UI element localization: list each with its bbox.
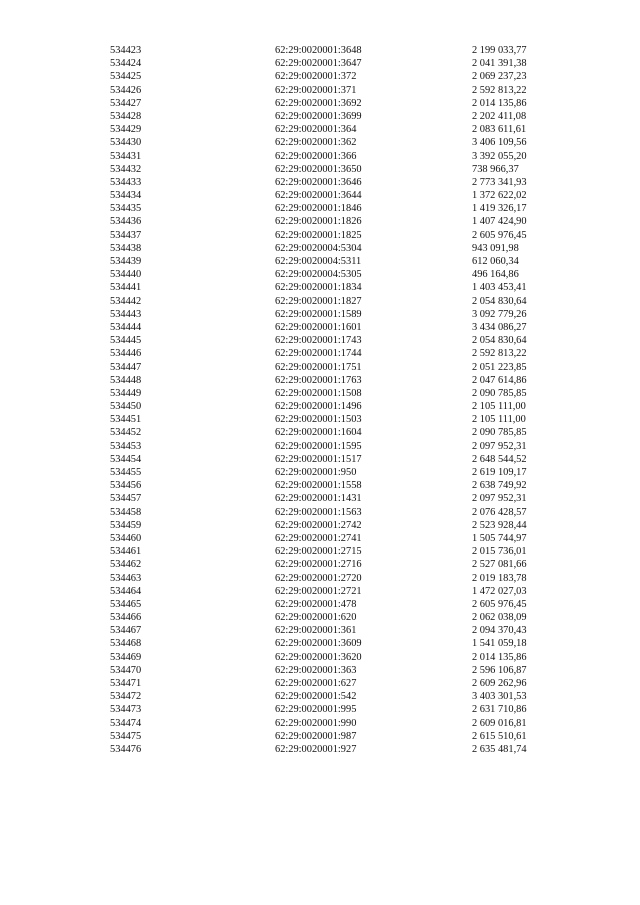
cadastral-value-cell: 2 105 111,00 (472, 414, 526, 426)
cadastral-value-cell: 2 019 183,78 (472, 572, 527, 584)
table-row (110, 176, 550, 189)
table-row (110, 479, 550, 492)
cadastral-number-cell: 62:29:0020001:1595 (275, 440, 362, 452)
record-number-cell: 534423 (110, 45, 142, 56)
record-number-cell: 534435 (110, 203, 142, 215)
cadastral-value-cell: 2 199 033,77 (472, 45, 527, 56)
cadastral-value-cell: 2 631 710,86 (472, 704, 527, 716)
cadastral-value-cell: 2 202 411,08 (472, 110, 527, 122)
record-number-cell: 534428 (110, 110, 142, 122)
table-row (110, 532, 550, 545)
cadastral-number-cell: 62:29:0020001:2715 (275, 546, 362, 558)
cadastral-value-cell: 2 094 370,43 (472, 625, 527, 637)
table-row (110, 70, 550, 83)
table-row (110, 295, 550, 308)
table-row (110, 743, 550, 756)
record-number-cell: 534453 (110, 440, 142, 452)
cadastral-number-cell: 62:29:0020001:1826 (275, 216, 362, 228)
cadastral-value-cell: 2 097 952,31 (472, 493, 527, 505)
table-row (110, 637, 550, 650)
cadastral-number-cell: 62:29:0020001:362 (275, 137, 357, 149)
cadastral-number-cell: 62:29:0020001:3609 (275, 638, 362, 650)
table-row (110, 440, 550, 453)
record-number-cell: 534458 (110, 506, 142, 518)
cadastral-number-cell: 62:29:0020001:366 (275, 150, 357, 162)
cadastral-value-cell: 2 097 952,31 (472, 440, 527, 452)
table-row (110, 136, 550, 149)
table-row (110, 110, 550, 123)
cadastral-number-cell: 62:29:0020001:364 (275, 124, 357, 136)
cadastral-value-cell: 2 051 223,85 (472, 361, 527, 373)
table-row (110, 202, 550, 215)
table-row (110, 163, 550, 176)
cadastral-number-cell: 62:29:0020001:995 (275, 704, 357, 716)
table-row (110, 268, 550, 281)
cadastral-number-cell: 62:29:0020001:927 (275, 743, 357, 755)
cadastral-value-table (110, 44, 550, 756)
cadastral-number-cell: 62:29:0020001:1563 (275, 506, 362, 518)
cadastral-number-cell: 62:29:0020001:2742 (275, 519, 362, 531)
cadastral-number-cell: 62:29:0020001:1846 (275, 203, 362, 215)
cadastral-number-cell: 62:29:0020001:372 (275, 71, 357, 83)
table-row (110, 506, 550, 519)
cadastral-value-cell: 2 083 611,61 (472, 124, 527, 136)
table-row (110, 492, 550, 505)
cadastral-number-cell: 62:29:0020001:1744 (275, 348, 362, 360)
record-number-cell: 534440 (110, 269, 142, 281)
table-row (110, 611, 550, 624)
table-row (110, 361, 550, 374)
cadastral-number-cell: 62:29:0020001:3692 (275, 97, 362, 109)
record-number-cell: 534464 (110, 585, 142, 597)
record-number-cell: 534427 (110, 97, 142, 109)
table-row (110, 453, 550, 466)
cadastral-value-cell: 1 407 424,90 (472, 216, 527, 228)
table-row (110, 242, 550, 255)
cadastral-number-cell: 62:29:0020001:950 (275, 467, 357, 478)
cadastral-value-cell: 1 472 027,03 (472, 585, 527, 597)
cadastral-number-cell: 62:29:0020001:990 (275, 717, 357, 729)
cadastral-value-cell: 612 060,34 (472, 256, 519, 267)
table-row (110, 215, 550, 228)
record-number-cell: 534426 (110, 84, 142, 96)
cadastral-number-cell: 62:29:0020004:5311 (275, 256, 362, 267)
table-row (110, 466, 550, 479)
cadastral-value-cell: 3 392 055,20 (472, 150, 527, 162)
cadastral-number-cell: 62:29:0020001:2721 (275, 585, 362, 597)
cadastral-value-cell: 496 164,86 (472, 269, 519, 281)
cadastral-number-cell: 62:29:0020001:987 (275, 730, 357, 742)
record-number-cell: 534474 (110, 717, 142, 729)
cadastral-value-cell: 2 605 976,45 (472, 598, 527, 610)
record-number-cell: 534431 (110, 150, 142, 162)
cadastral-number-cell: 62:29:0020001:2716 (275, 559, 362, 571)
cadastral-number-cell: 62:29:0020001:478 (275, 598, 357, 610)
cadastral-value-cell: 2 105 111,00 (472, 401, 526, 413)
cadastral-value-cell: 2 648 544,52 (472, 453, 527, 465)
table-row (110, 624, 550, 637)
record-number-cell: 534445 (110, 335, 142, 347)
cadastral-value-cell: 2 635 481,74 (472, 743, 527, 755)
cadastral-value-cell: 1 505 744,97 (472, 532, 527, 544)
table-row (110, 281, 550, 294)
record-number-cell: 534425 (110, 71, 142, 83)
record-number-cell: 534442 (110, 295, 142, 307)
table-row (110, 255, 550, 268)
cadastral-value-cell: 2 090 785,85 (472, 427, 527, 439)
table-row (110, 84, 550, 97)
record-number-cell: 534472 (110, 691, 142, 703)
cadastral-value-cell: 3 403 301,53 (472, 691, 527, 703)
table-row (110, 677, 550, 690)
record-number-cell: 534466 (110, 612, 142, 624)
record-number-cell: 534468 (110, 638, 142, 650)
record-number-cell: 534469 (110, 651, 142, 663)
cadastral-number-cell: 62:29:0020001:3620 (275, 651, 362, 663)
cadastral-number-cell: 62:29:0020001:3644 (275, 190, 362, 202)
table-row (110, 598, 550, 611)
cadastral-value-cell: 738 966,37 (472, 163, 519, 175)
cadastral-number-cell: 62:29:0020001:371 (275, 84, 357, 96)
record-number-cell: 534471 (110, 678, 142, 689)
cadastral-number-cell: 62:29:0020001:1517 (275, 453, 362, 465)
record-number-cell: 534446 (110, 348, 142, 360)
cadastral-number-cell: 62:29:0020001:1558 (275, 480, 362, 492)
record-number-cell: 534473 (110, 704, 142, 716)
cadastral-number-cell: 62:29:0020004:5305 (275, 269, 362, 281)
cadastral-number-cell: 62:29:0020001:1508 (275, 387, 362, 399)
table-row (110, 426, 550, 439)
table-row (110, 321, 550, 334)
table-row (110, 57, 550, 70)
cadastral-value-cell: 2 014 135,86 (472, 651, 527, 663)
cadastral-value-cell: 1 541 059,18 (472, 638, 527, 650)
cadastral-value-cell: 2 596 106,87 (472, 664, 527, 676)
record-number-cell: 534434 (110, 190, 142, 202)
record-number-cell: 534436 (110, 216, 142, 228)
table-row (110, 387, 550, 400)
record-number-cell: 534467 (110, 625, 142, 637)
table-row (110, 189, 550, 202)
record-number-cell: 534424 (110, 58, 142, 70)
record-number-cell: 534449 (110, 387, 142, 399)
record-number-cell: 534462 (110, 559, 142, 571)
cadastral-number-cell: 62:29:0020001:1743 (275, 335, 362, 347)
record-number-cell: 534475 (110, 730, 142, 742)
table-row (110, 690, 550, 703)
cadastral-value-cell: 1 403 453,41 (472, 282, 527, 294)
record-number-cell: 534444 (110, 321, 142, 333)
cadastral-value-cell: 3 406 109,56 (472, 137, 527, 149)
cadastral-number-cell: 62:29:0020001:2720 (275, 572, 362, 584)
cadastral-number-cell: 62:29:0020001:1751 (275, 361, 362, 373)
cadastral-value-cell: 2 047 614,86 (472, 374, 527, 386)
table-row (110, 558, 550, 571)
cadastral-value-cell: 2 592 813,22 (472, 348, 527, 360)
record-number-cell: 534432 (110, 163, 142, 175)
cadastral-value-cell: 943 091,98 (472, 242, 519, 254)
cadastral-number-cell: 62:29:0020001:3650 (275, 163, 362, 175)
record-number-cell: 534461 (110, 546, 142, 558)
record-number-cell: 534457 (110, 493, 142, 505)
table-row (110, 347, 550, 360)
cadastral-number-cell: 62:29:0020001:1834 (275, 282, 362, 294)
table-row (110, 229, 550, 242)
cadastral-value-cell: 2 609 262,96 (472, 678, 527, 689)
table-row (110, 664, 550, 677)
cadastral-number-cell: 62:29:0020001:363 (275, 664, 357, 676)
cadastral-number-cell: 62:29:0020001:1503 (275, 414, 362, 426)
record-number-cell: 534448 (110, 374, 142, 386)
cadastral-number-cell: 62:29:0020001:1604 (275, 427, 362, 439)
cadastral-value-cell: 1 372 622,02 (472, 190, 527, 202)
record-number-cell: 534433 (110, 176, 142, 188)
cadastral-value-cell: 2 527 081,66 (472, 559, 527, 571)
cadastral-value-cell: 2 076 428,57 (472, 506, 527, 518)
cadastral-number-cell: 62:29:0020001:542 (275, 691, 357, 703)
cadastral-value-cell: 3 092 779,26 (472, 308, 527, 320)
table-row (110, 400, 550, 413)
record-number-cell: 534451 (110, 414, 142, 426)
cadastral-value-cell: 2 605 976,45 (472, 229, 527, 241)
table-row (110, 545, 550, 558)
cadastral-number-cell: 62:29:0020001:3647 (275, 58, 362, 70)
record-number-cell: 534465 (110, 598, 142, 610)
table-row (110, 374, 550, 387)
cadastral-number-cell: 62:29:0020001:1589 (275, 308, 362, 320)
table-row (110, 44, 550, 57)
record-number-cell: 534438 (110, 242, 142, 254)
table-row (110, 413, 550, 426)
table-row (110, 519, 550, 532)
cadastral-number-cell: 62:29:0020001:3699 (275, 110, 362, 122)
table-row (110, 334, 550, 347)
record-number-cell: 534470 (110, 664, 142, 676)
table-row (110, 730, 550, 743)
record-number-cell: 534450 (110, 401, 142, 413)
record-number-cell: 534452 (110, 427, 142, 439)
cadastral-value-cell: 1 419 326,17 (472, 203, 527, 215)
table-row (110, 97, 550, 110)
cadastral-number-cell: 62:29:0020001:1825 (275, 229, 362, 241)
cadastral-number-cell: 62:29:0020001:620 (275, 612, 357, 624)
table-row (110, 572, 550, 585)
record-number-cell: 534459 (110, 519, 142, 531)
cadastral-value-cell: 2 062 038,09 (472, 612, 527, 624)
table-row (110, 308, 550, 321)
cadastral-value-cell: 2 773 341,93 (472, 176, 527, 188)
cadastral-value-cell: 2 592 813,22 (472, 84, 527, 96)
record-number-cell: 534460 (110, 532, 142, 544)
record-number-cell: 534429 (110, 124, 142, 136)
cadastral-value-cell: 2 069 237,23 (472, 71, 527, 83)
cadastral-number-cell: 62:29:0020001:1601 (275, 321, 362, 333)
record-number-cell: 534476 (110, 743, 142, 755)
cadastral-number-cell: 62:29:0020001:1431 (275, 493, 362, 505)
cadastral-value-cell: 2 619 109,17 (472, 467, 527, 478)
record-number-cell: 534447 (110, 361, 142, 373)
record-number-cell: 534430 (110, 137, 142, 149)
record-number-cell: 534437 (110, 229, 142, 241)
cadastral-number-cell: 62:29:0020001:3648 (275, 45, 362, 56)
cadastral-number-cell: 62:29:0020004:5304 (275, 242, 362, 254)
record-number-cell: 534454 (110, 453, 142, 465)
table-row (110, 703, 550, 716)
table-row (110, 150, 550, 163)
cadastral-value-cell: 2 014 135,86 (472, 97, 527, 109)
table-row (110, 585, 550, 598)
cadastral-number-cell: 62:29:0020001:2741 (275, 532, 362, 544)
cadastral-value-cell: 2 041 391,38 (472, 58, 527, 70)
cadastral-value-cell: 2 615 510,61 (472, 730, 527, 742)
cadastral-value-cell: 2 609 016,81 (472, 717, 527, 729)
record-number-cell: 534455 (110, 467, 142, 478)
record-number-cell: 534441 (110, 282, 142, 294)
cadastral-number-cell: 62:29:0020001:627 (275, 678, 357, 689)
cadastral-value-cell: 2 054 830,64 (472, 295, 527, 307)
cadastral-value-cell: 2 090 785,85 (472, 387, 527, 399)
cadastral-value-cell: 2 638 749,92 (472, 480, 527, 492)
record-number-cell: 534456 (110, 480, 142, 492)
record-number-cell: 534439 (110, 256, 142, 267)
cadastral-number-cell: 62:29:0020001:3646 (275, 176, 362, 188)
table-row (110, 717, 550, 730)
cadastral-number-cell: 62:29:0020001:1763 (275, 374, 362, 386)
table-row (110, 123, 550, 136)
cadastral-value-cell: 2 054 830,64 (472, 335, 527, 347)
cadastral-number-cell: 62:29:0020001:1827 (275, 295, 362, 307)
cadastral-value-cell: 2 523 928,44 (472, 519, 527, 531)
cadastral-number-cell: 62:29:0020001:1496 (275, 401, 362, 413)
record-number-cell: 534443 (110, 308, 142, 320)
cadastral-value-cell: 3 434 086,27 (472, 321, 527, 333)
cadastral-value-cell: 2 015 736,01 (472, 546, 527, 558)
record-number-cell: 534463 (110, 572, 142, 584)
cadastral-number-cell: 62:29:0020001:361 (275, 625, 357, 637)
table-row (110, 651, 550, 664)
